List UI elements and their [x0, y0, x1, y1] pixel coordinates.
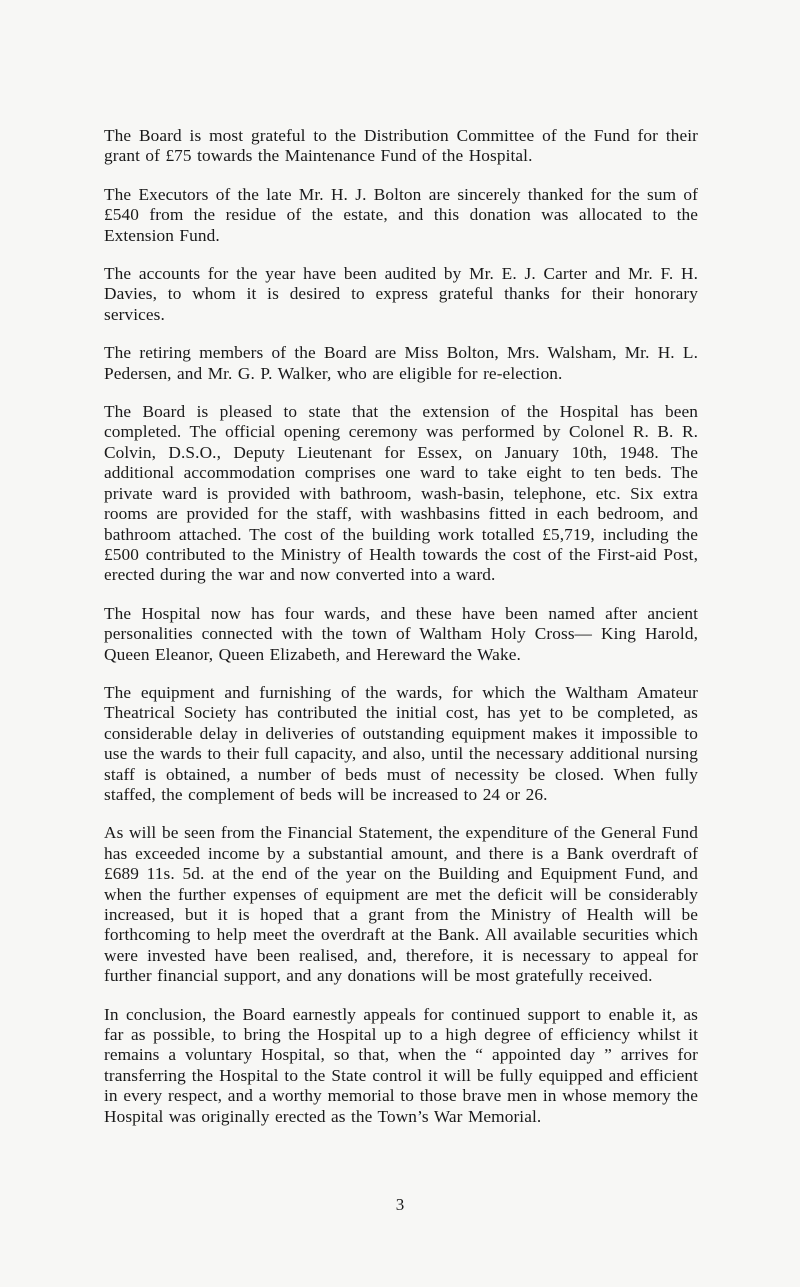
document-body [104, 126, 698, 1145]
paragraph-retiring-members: The retiring members of the Board are Miss Bolton, Mrs. Walsham, Mr. H. L. Pedersen, and Mr. G. P. Walker, who are eligible for re-election. [104, 343, 698, 383]
page-number: 3 [395, 1195, 405, 1214]
paragraph-bolton-executors: The Executors of the late Mr. H. J. Bolton are sincerely thanked for the sum of £540 from the residue of the estate, and this donation was allocated to the Extension Fund. [104, 184, 698, 245]
paragraph-equipment-furnishing: The equipment and furnishing of the wards, for which the Waltham Amateur Theatrical Society has contributed the initial cost, has yet to be completed, as considerable delay in deliveries of outstanding equipment makes it impossible to use the wards to their full capacity, and also, until the necessary additional nursing staff is obtained, a number of beds must of necessity be closed. When fully staffed, the complement of beds will be increased to 24 or 26. [104, 682, 698, 804]
paragraph-accounts-audit: The accounts for the year have been audited by Mr. E. J. Carter and Mr. F. H. Davies, to whom it is desired to express grateful thanks for their honorary services. [104, 264, 698, 324]
paragraph-distribution-committee: The Board is most grateful to the Distribution Committee of the Fund for their grant of £75 towards the Maintenance Fund of the Hospital. [104, 126, 698, 166]
paragraph-conclusion: In conclusion, the Board earnestly appeals for continued support to enable it, as far as possible, to bring the Hospital up to a high degree of efficiency whilst it remains a voluntary Hospital, so that, when the “ appointed day ” arrives for transferring the Hospital to the State control it will be fully equipped and efficient in every respect, and a worthy memorial to those brave men in whose memory the Hospital was originally erected as the Town’s War Memorial. [104, 1004, 698, 1126]
paragraph-ward-names: The Hospital now has four wards, and these have been named after ancient personalities connected with the town of Waltham Holy Cross— King Harold, Queen Eleanor, Queen Elizabeth, and Hereward the Wake. [104, 603, 698, 664]
paragraph-financial-statement: As will be seen from the Financial Statement, the expenditure of the General Fund has exceeded income by a substantial amount, and there is a Bank overdraft of £689 11s. 5d. at the end of the year on the Building and Equipment Fund, and when the further expenses of equipment are met the deficit will be considerably increased, but it is hoped that a grant from the Ministry of Health will be forthcoming to help meet the overdraft at the Bank. All available securities which were invested have been realised, and, therefore, it is necessary to appeal for further financial support, and any donations will be most gratefully received. [104, 823, 698, 986]
paragraph-extension-completed: The Board is pleased to state that the extension of the Hospital has been completed. The official opening ceremony was performed by Colonel R. B. R. Colvin, D.S.O., Deputy Lieutenant for Essex, on January 10th, 1948. The additional accommodation comprises one ward to take eight to ten beds. The private ward is provided with bathroom, wash-basin, telephone, etc. Six extra rooms are provided for the staff, with washbasins fitted in each bedroom, and bathroom attached. The cost of the building work totalled £5,719, including the £500 contributed to the Ministry of Health towards the cost of the First-aid Post, erected during the war and now converted into a ward. [104, 402, 698, 585]
